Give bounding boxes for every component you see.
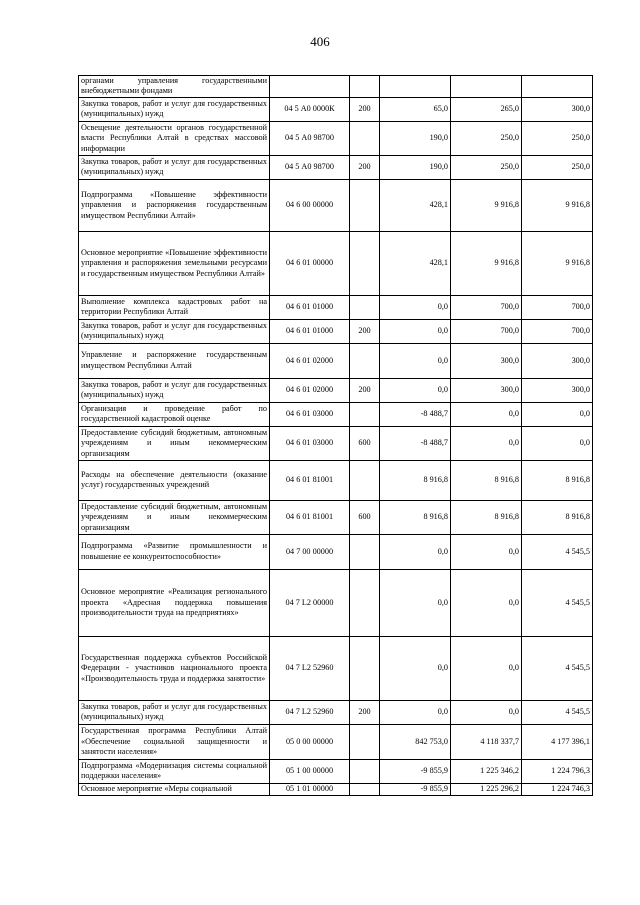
row-name-cell: Основное мероприятие «Повышение эффективности управления и распоряжения земельными ресурсами и государственным имуществом Республики Алтай» — [79, 231, 270, 295]
row-name-cell: Подпрограмма «Модернизация системы социальной поддержки населения» — [79, 759, 270, 783]
row-amount-2-cell: 1 225 346,2 — [451, 759, 522, 783]
row-amount-1-cell: 65,0 — [380, 97, 451, 121]
row-amount-2-cell: 1 225 296,2 — [451, 783, 522, 795]
row-amount-3-cell: 700,0 — [522, 319, 593, 343]
row-amount-1-cell: 0,0 — [380, 319, 451, 343]
table-row — [79, 378, 593, 402]
row-code-cell: 04 6 01 03000 — [270, 426, 350, 460]
row-amount-2-cell: 0,0 — [451, 636, 522, 700]
row-code-cell: 05 1 01 00000 — [270, 783, 350, 795]
row-amount-3-cell: 4 177 396,1 — [522, 724, 593, 759]
row-amount-1-cell: -8 488,7 — [380, 426, 451, 460]
row-amount-2-cell: 8 916,8 — [451, 460, 522, 500]
row-amount-3-cell: 300,0 — [522, 97, 593, 121]
row-amount-1-cell: 0,0 — [380, 700, 451, 724]
table-row — [79, 319, 593, 343]
row-amount-3-cell: 4 545,5 — [522, 700, 593, 724]
row-amount-1-cell: 0,0 — [380, 636, 451, 700]
table-row — [79, 231, 593, 295]
row-amount-3-cell: 8 916,8 — [522, 460, 593, 500]
table-row — [79, 569, 593, 636]
row-amount-2-cell: 0,0 — [451, 402, 522, 426]
table-row — [79, 402, 593, 426]
row-amount-3-cell: 9 916,8 — [522, 179, 593, 231]
budget-table-body — [79, 76, 593, 796]
row-amount-1-cell: 428,1 — [380, 179, 451, 231]
row-amount-3-cell: 4 545,5 — [522, 636, 593, 700]
table-row — [79, 700, 593, 724]
row-amount-2-cell: 8 916,8 — [451, 500, 522, 534]
row-code-cell: 05 1 00 00000 — [270, 759, 350, 783]
row-amount-1-cell: -9 855,9 — [380, 759, 451, 783]
row-code-cell: 04 6 01 81001 — [270, 460, 350, 500]
row-code-cell: 04 6 01 01000 — [270, 295, 350, 319]
row-amount-1-cell: 190,0 — [380, 155, 451, 179]
row-code-cell — [270, 76, 350, 98]
row-amount-1-cell: 842 753,0 — [380, 724, 451, 759]
row-amount-2-cell: 700,0 — [451, 319, 522, 343]
row-code-cell: 04 6 01 01000 — [270, 319, 350, 343]
row-code-cell: 04 6 01 81001 — [270, 500, 350, 534]
row-amount-2-cell: 0,0 — [451, 569, 522, 636]
row-expense-type-cell — [350, 569, 380, 636]
row-amount-3-cell: 300,0 — [522, 378, 593, 402]
row-expense-type-cell — [350, 402, 380, 426]
row-expense-type-cell — [350, 231, 380, 295]
table-row — [79, 500, 593, 534]
row-code-cell: 04 6 00 00000 — [270, 179, 350, 231]
row-expense-type-cell — [350, 724, 380, 759]
row-name-cell: Освещение деятельности органов государственной власти Республики Алтай в средствах массовой информации — [79, 121, 270, 155]
page-number: 406 — [310, 34, 330, 49]
row-code-cell: 05 0 00 00000 — [270, 724, 350, 759]
row-expense-type-cell — [350, 460, 380, 500]
row-amount-1-cell: 0,0 — [380, 295, 451, 319]
row-name-cell: Управление и распоряжение государственным имуществом Республики Алтай — [79, 343, 270, 378]
row-amount-1-cell: 8 916,8 — [380, 500, 451, 534]
row-amount-2-cell: 265,0 — [451, 97, 522, 121]
row-amount-2-cell: 9 916,8 — [451, 179, 522, 231]
row-amount-3-cell: 4 545,5 — [522, 569, 593, 636]
row-name-cell: Закупка товаров, работ и услуг для государственных (муниципальных) нужд — [79, 700, 270, 724]
row-amount-1-cell: 0,0 — [380, 378, 451, 402]
row-amount-3-cell: 9 916,8 — [522, 231, 593, 295]
row-name-cell: Предоставление субсидий бюджетным, автономным учреждениям и иным некоммерческим организациям — [79, 426, 270, 460]
row-name-cell: органами управления государственными внебюджетными фондами — [79, 76, 270, 98]
row-name-cell: Организация и проведение работ по государственной кадастровой оценке — [79, 402, 270, 426]
row-expense-type-cell — [350, 534, 380, 569]
row-expense-type-cell — [350, 295, 380, 319]
row-name-cell: Подпрограмма «Повышение эффективности управления и распоряжения государственным имуществом Республики Алтай» — [79, 179, 270, 231]
row-expense-type-cell — [350, 636, 380, 700]
row-amount-1-cell: 0,0 — [380, 343, 451, 378]
row-code-cell: 04 7 L2 52960 — [270, 700, 350, 724]
row-name-cell: Основное мероприятие «Реализация регионального проекта «Адресная поддержка повышения производительности труда на предприятиях» — [79, 569, 270, 636]
row-amount-1-cell: -9 855,9 — [380, 783, 451, 795]
row-name-cell: Выполнение комплекса кадастровых работ на территории Республики Алтай — [79, 295, 270, 319]
row-name-cell: Государственная программа Республики Алтай «Обеспечение социальной защищенности и занятости населения» — [79, 724, 270, 759]
row-amount-1-cell — [380, 76, 451, 98]
row-amount-2-cell: 4 118 337,7 — [451, 724, 522, 759]
table-row — [79, 121, 593, 155]
row-expense-type-cell: 200 — [350, 155, 380, 179]
row-name-cell: Основное мероприятие «Меры социальной — [79, 783, 270, 795]
row-amount-3-cell: 0,0 — [522, 426, 593, 460]
row-code-cell: 04 6 01 02000 — [270, 378, 350, 402]
row-code-cell: 04 5 А0 0000К — [270, 97, 350, 121]
row-expense-type-cell: 200 — [350, 97, 380, 121]
row-name-cell: Закупка товаров, работ и услуг для государственных (муниципальных) нужд — [79, 97, 270, 121]
row-amount-2-cell — [451, 76, 522, 98]
table-row — [79, 636, 593, 700]
row-name-cell: Предоставление субсидий бюджетным, автономным учреждениям и иным некоммерческим организациям — [79, 500, 270, 534]
row-amount-1-cell: -8 488,7 — [380, 402, 451, 426]
row-amount-3-cell: 8 916,8 — [522, 500, 593, 534]
row-code-cell: 04 7 L2 52960 — [270, 636, 350, 700]
row-name-cell: Закупка товаров, работ и услуг для государственных (муниципальных) нужд — [79, 378, 270, 402]
row-amount-3-cell: 4 545,5 — [522, 534, 593, 569]
row-expense-type-cell — [350, 121, 380, 155]
row-name-cell: Расходы на обеспечение деятельности (оказание услуг) государственных учреждений — [79, 460, 270, 500]
row-amount-3-cell — [522, 76, 593, 98]
table-row — [79, 295, 593, 319]
row-amount-2-cell: 0,0 — [451, 534, 522, 569]
table-row — [79, 343, 593, 378]
row-amount-1-cell: 8 916,8 — [380, 460, 451, 500]
table-row — [79, 724, 593, 759]
table-row — [79, 783, 593, 795]
row-name-cell: Закупка товаров, работ и услуг для государственных (муниципальных) нужд — [79, 319, 270, 343]
row-code-cell: 04 7 00 00000 — [270, 534, 350, 569]
table-row — [79, 759, 593, 783]
row-code-cell: 04 5 А0 98700 — [270, 121, 350, 155]
row-expense-type-cell: 600 — [350, 426, 380, 460]
row-code-cell: 04 6 01 02000 — [270, 343, 350, 378]
row-code-cell: 04 5 А0 98700 — [270, 155, 350, 179]
row-name-cell: Закупка товаров, работ и услуг для государственных (муниципальных) нужд — [79, 155, 270, 179]
row-expense-type-cell — [350, 76, 380, 98]
row-expense-type-cell — [350, 179, 380, 231]
row-amount-3-cell: 0,0 — [522, 402, 593, 426]
row-amount-3-cell: 250,0 — [522, 155, 593, 179]
row-amount-3-cell: 1 224 746,3 — [522, 783, 593, 795]
row-amount-2-cell: 9 916,8 — [451, 231, 522, 295]
row-expense-type-cell — [350, 783, 380, 795]
table-row — [79, 426, 593, 460]
row-amount-3-cell: 250,0 — [522, 121, 593, 155]
row-amount-1-cell: 0,0 — [380, 569, 451, 636]
row-amount-2-cell: 250,0 — [451, 121, 522, 155]
row-expense-type-cell — [350, 759, 380, 783]
row-amount-2-cell: 700,0 — [451, 295, 522, 319]
table-row — [79, 460, 593, 500]
row-amount-3-cell: 700,0 — [522, 295, 593, 319]
row-expense-type-cell: 200 — [350, 700, 380, 724]
row-amount-3-cell: 300,0 — [522, 343, 593, 378]
table-row — [79, 155, 593, 179]
row-expense-type-cell: 600 — [350, 500, 380, 534]
row-amount-1-cell: 190,0 — [380, 121, 451, 155]
budget-table — [78, 75, 593, 796]
row-expense-type-cell: 200 — [350, 319, 380, 343]
row-amount-1-cell: 428,1 — [380, 231, 451, 295]
row-amount-2-cell: 0,0 — [451, 426, 522, 460]
row-expense-type-cell: 200 — [350, 378, 380, 402]
row-expense-type-cell — [350, 343, 380, 378]
row-amount-2-cell: 300,0 — [451, 343, 522, 378]
table-row — [79, 97, 593, 121]
row-code-cell: 04 6 01 03000 — [270, 402, 350, 426]
row-amount-1-cell: 0,0 — [380, 534, 451, 569]
table-row — [79, 534, 593, 569]
row-amount-2-cell: 0,0 — [451, 700, 522, 724]
row-code-cell: 04 6 01 00000 — [270, 231, 350, 295]
table-row — [79, 76, 593, 98]
table-row — [79, 179, 593, 231]
row-amount-2-cell: 250,0 — [451, 155, 522, 179]
row-name-cell: Государственная поддержка субъектов Российской Федерации - участников национального проекта «Производительность труда и поддержка занятости» — [79, 636, 270, 700]
row-name-cell: Подпрограмма «Развитие промышленности и повышение ее конкурентоспособности» — [79, 534, 270, 569]
row-amount-3-cell: 1 224 796,3 — [522, 759, 593, 783]
row-amount-2-cell: 300,0 — [451, 378, 522, 402]
row-code-cell: 04 7 L2 00000 — [270, 569, 350, 636]
